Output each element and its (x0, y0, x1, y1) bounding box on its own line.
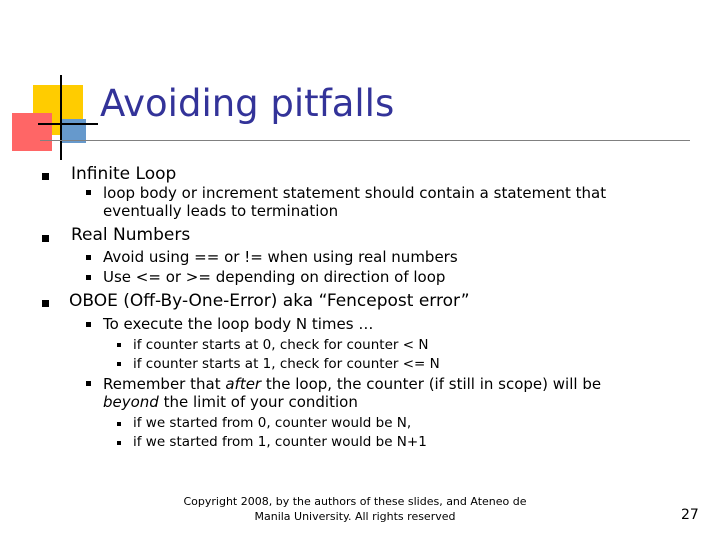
bullet-marker (42, 300, 49, 307)
bullet-marker (86, 190, 91, 195)
bullet-marker (86, 255, 91, 260)
bullet-infinite-loop-sub (103, 184, 663, 220)
bullet-real-numbers: Real Numbers (71, 225, 191, 245)
bullet-oboe-sub-1: To execute the loop body N times … (103, 315, 374, 333)
bullet-oboe-sub-1-b: if counter starts at 1, check for counter <= N (133, 356, 440, 372)
footer-line-1: Copyright 2008, by the authors of these slides, and Ateneo de (183, 495, 527, 508)
oboe-sub-2-part2: the loop, the counter (if still in scope) will be (261, 375, 602, 393)
bullet-marker (42, 173, 49, 180)
bullet-real-sub-2: Use <= or >= depending on direction of loop (103, 268, 446, 286)
bullet-marker (86, 322, 91, 327)
bullet-oboe-sub-2-a: if we started from 0, counter would be N, (133, 415, 412, 431)
bullet-oboe: OBOE (Off-By-One-Error) aka “Fencepost error” (69, 291, 470, 311)
bullet-marker (117, 422, 121, 426)
bullet-marker (117, 362, 121, 366)
deco-horizontal-line (38, 123, 98, 125)
bullet-marker (117, 343, 121, 347)
oboe-sub-2-after: after (225, 375, 262, 393)
bullet-marker (86, 381, 91, 386)
bullet-infinite-loop: Infinite Loop (71, 164, 177, 184)
oboe-sub-2-part3: the limit of your condition (158, 393, 358, 411)
oboe-sub-2-beyond: beyond (103, 393, 159, 411)
bullet-oboe-sub-2 (103, 375, 601, 411)
oboe-sub-2-part1: Remember that (103, 375, 226, 393)
title-divider (40, 140, 690, 141)
bullet-marker (117, 441, 121, 445)
deco-vertical-line (60, 75, 62, 160)
copyright-footer (180, 494, 530, 524)
deco-red-square (12, 113, 52, 151)
slide-title: Avoiding pitfalls (100, 82, 395, 125)
bullet-oboe-sub-2-b: if we started from 1, counter would be N+1 (133, 434, 427, 450)
footer-line-2: Manila University. All rights reserved (254, 510, 456, 523)
bullet-infinite-loop-sub-text: loop body or increment statement should contain a statement that eventually leads to termination (103, 184, 607, 220)
page-number: 27 (681, 507, 699, 523)
bullet-oboe-sub-1-a: if counter starts at 0, check for counter < N (133, 337, 429, 353)
bullet-marker (86, 275, 91, 280)
bullet-real-sub-1: Avoid using == or != when using real numbers (103, 248, 458, 266)
bullet-marker (42, 235, 49, 242)
